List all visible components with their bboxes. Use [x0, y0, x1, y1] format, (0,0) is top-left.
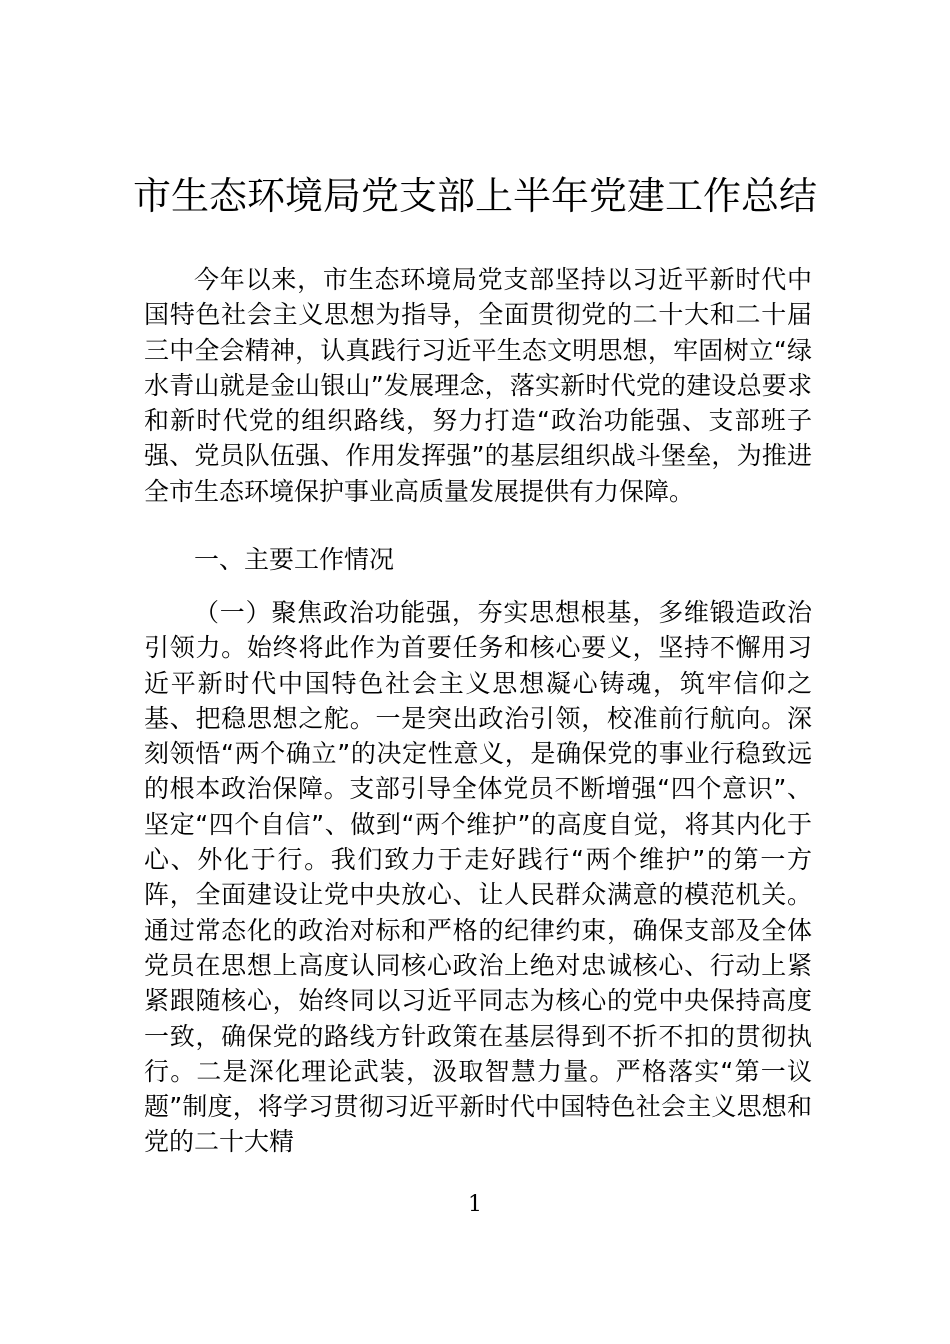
- document-title: 市生态环境局党支部上半年党建工作总结: [132, 174, 817, 218]
- section-heading: 一、主要工作情况: [194, 545, 395, 574]
- intro-paragraph: 今年以来，市生态环境局党支部坚持以习近平新时代中国特色社会主义思想为指导，全面贯彻党的二十大和二十届三中全会精神，认真践行习近平生态文明思想，牢固树立“绿水青山就是金山银山”发展理念，落实新时代党的建设总要求和新时代党的组织路线，努力打造“政治功能强、支部班子强、党员队伍强、作用发挥强”的基层组织战斗堡垒，为推进全市生态环境保护事业高质量发展提供有力保障。: [144, 265, 812, 506]
- subsection-paragraph: （一）聚焦政治功能强，夯实思想根基，多维锻造政治引领力。始终将此作为首要任务和核心要义，坚持不懈用习近平新时代中国特色社会主义思想凝心铸魂，筑牢信仰之基、把稳思想之舵。一是突出政治引领，校准前行航向。深刻领悟“两个确立”的决定性意义，是确保党的事业行稳致远的根本政治保障。支部引导全体党员不断增强“四个意识”、坚定“四个自信”、做到“两个维护”的高度自觉，将其内化于心、外化于行。我们致力于走好践行“两个维护”的第一方阵，全面建设让党中央放心、让人民群众满意的模范机关。通过常态化的政治对标和严格的纪律约束，确保支部及全体党员在思想上高度认同核心政治上绝对忠诚核心、行动上紧紧跟随核心，始终同以习近平同志为核心的党中央保持高度一致，确保党的路线方针政策在基层得到不折不扣的贯彻执行。二是深化理论武装，汲取智慧力量。严格落实“第一议题”制度，将学习贯彻习近平新时代中国特色社会主义思想和党的二十大精: [144, 598, 812, 1157]
- page-number: 1: [468, 1192, 482, 1217]
